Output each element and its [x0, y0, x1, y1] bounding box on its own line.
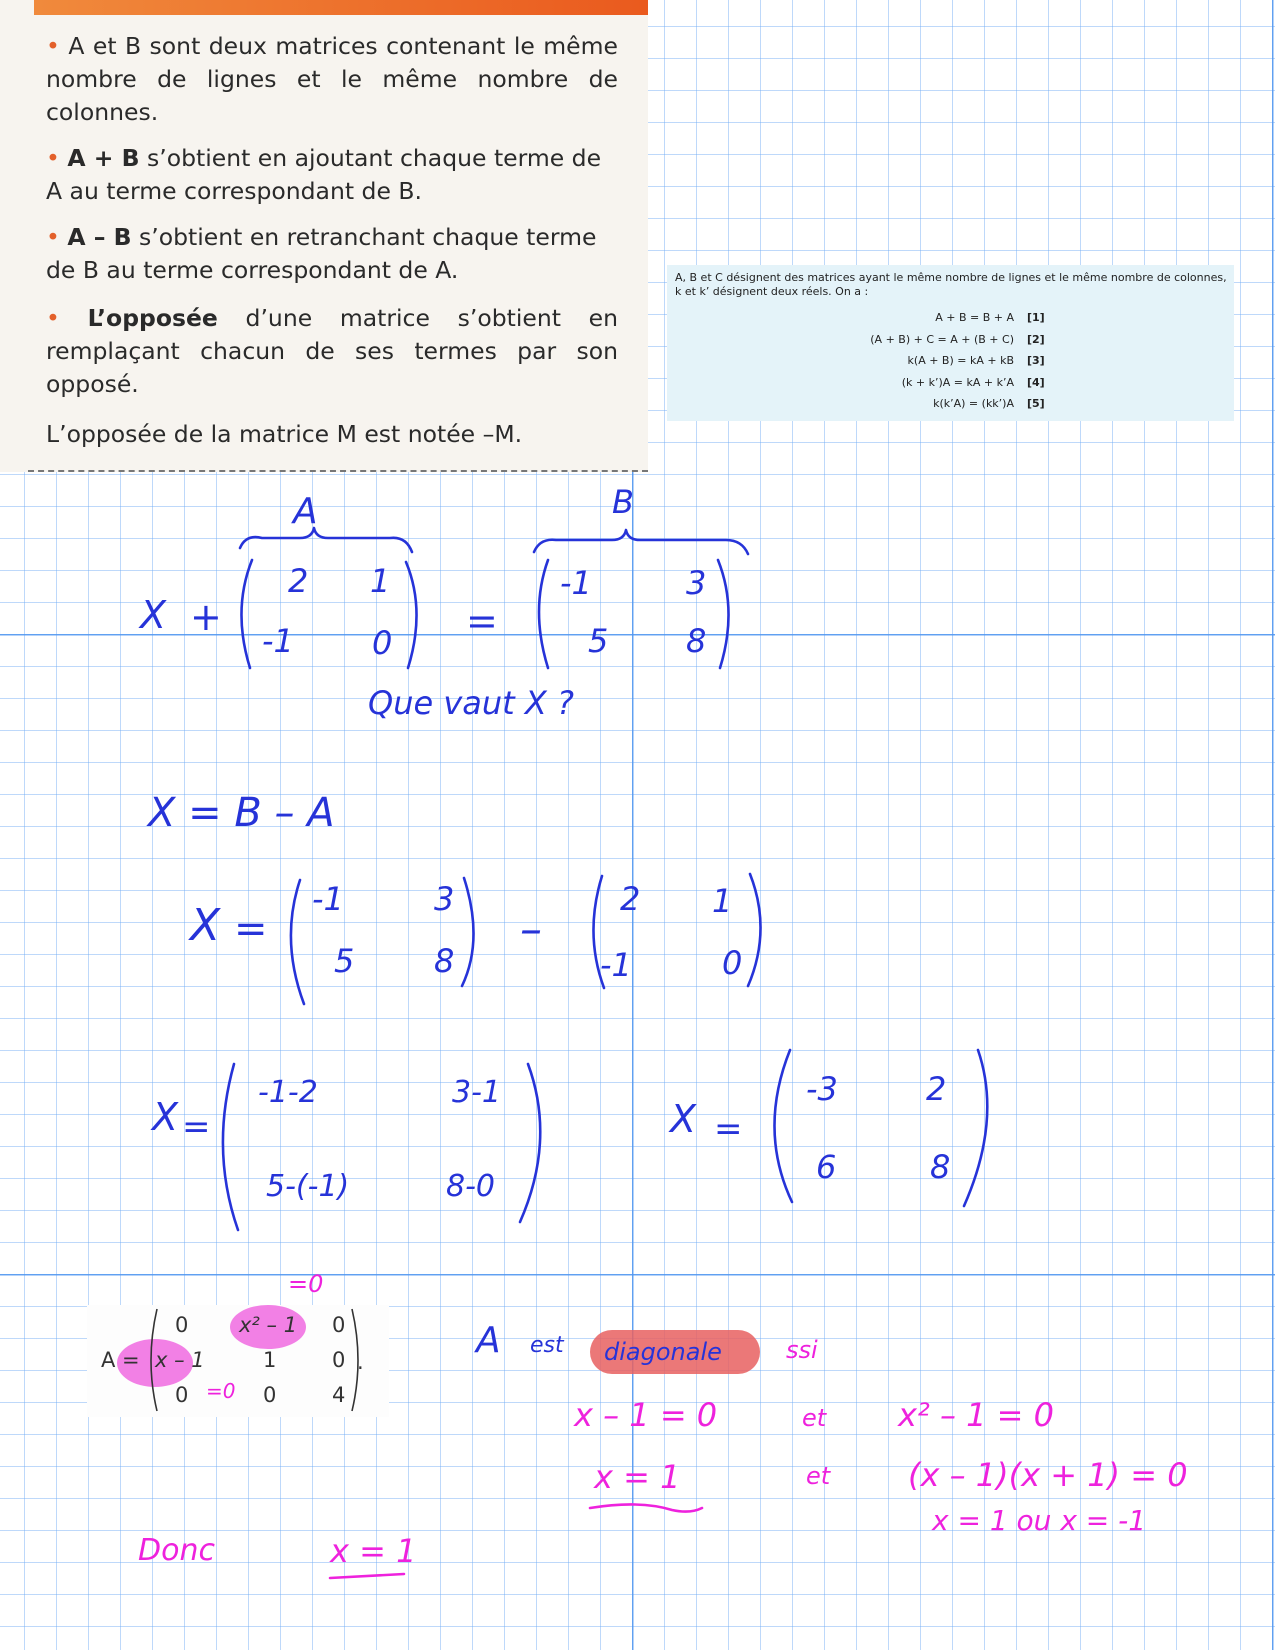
x-symbol-3: X [152, 1095, 179, 1139]
equals-sign-1: = [466, 599, 498, 643]
paren-B-right [718, 560, 729, 668]
cond-et-2: et [806, 1462, 831, 1490]
property-ref-4: [4] [1027, 376, 1045, 389]
B2-cell-1-1: -1 [312, 880, 344, 918]
A2-cell-1-1: 2 [620, 880, 641, 918]
x-symbol-1: X [140, 593, 167, 637]
paren-A-left [241, 560, 252, 668]
cond2: x² – 1 = 0 [898, 1396, 1054, 1434]
diff-cell-1-1: -1-2 [258, 1075, 318, 1110]
A-cell-1-1: 2 [288, 562, 309, 600]
paren-diff-left [223, 1064, 238, 1230]
property-formula-5: k(k’A) = (kk’)A [933, 397, 1014, 410]
exercise2-handwriting [138, 1270, 1188, 1578]
textbook-paragraph-3: • A – B s’obtient en retranchant chaque terme de B au terme correspondant de A. [46, 223, 597, 284]
statement-A: A [476, 1320, 501, 1361]
B-cell-1-2: 3 [686, 564, 707, 602]
textbook-p3-text: s’obtient en retranchant chaque terme de B au terme correspondant de A. [46, 223, 597, 284]
conclusion-label: Donc [138, 1533, 215, 1568]
sol1-underline [590, 1504, 702, 1511]
minus-sign: – [520, 904, 542, 955]
A-cell-2-2: 0 [372, 624, 393, 662]
cond1: x – 1 = 0 [574, 1396, 718, 1434]
B2-cell-2-1: 5 [334, 942, 355, 980]
paren-B2-left [291, 880, 304, 1004]
x-symbol-4: X [670, 1097, 697, 1141]
textbook-paragraph-4: • L’opposée d’une matrice s’obtient en remplaçant chacun de ses termes par son opposé. [46, 304, 618, 398]
A2-cell-2-2: 0 [722, 944, 743, 982]
equals-sign-3: = [182, 1107, 211, 1147]
exercise1-difference [150, 1064, 540, 1230]
property-formula-1: A + B = B + A [935, 311, 1014, 324]
B2-cell-1-2: 3 [434, 880, 455, 918]
sol3: x = 1 ou x = -1 [932, 1504, 1147, 1537]
paren-B-left [539, 560, 548, 668]
textbook-paragraph-2: • A + B s’obtient en ajoutant chaque terme de A au terme correspondant de B. [46, 144, 602, 205]
matrix-cell-3-2: 0 [263, 1383, 277, 1407]
step1: X = B – A [148, 790, 335, 836]
statement-est: est [530, 1333, 564, 1358]
equals-sign-4: = [714, 1109, 743, 1149]
conclusion-value: x = 1 [330, 1532, 417, 1570]
sol1: x = 1 [594, 1458, 681, 1496]
result-cell-1-2: 2 [926, 1070, 947, 1108]
property-formula-4: (k + k’)A = kA + k’A [901, 376, 1014, 389]
matrix-cell-1-1: 0 [175, 1313, 189, 1337]
matrix-cell-3-3: 4 [332, 1383, 346, 1407]
paren-A2-right [748, 874, 761, 986]
textbook-p4-text: d’une matrice s’obtient en remplaçant chacun de ses termes par son opposé. [46, 304, 618, 398]
A-cell-2-1: -1 [262, 622, 294, 660]
textbook-paragraph-1: • A et B sont deux matrices contenant le même nombre de lignes et le même nombre de colonnes. [46, 32, 618, 126]
paren-result-left [774, 1050, 792, 1202]
diff-cell-1-2: 3-1 [452, 1075, 501, 1110]
textbook-p2-bold: A + B [67, 144, 140, 172]
matrix-period: . [357, 1350, 364, 1374]
sol2: (x – 1)(x + 1) = 0 [908, 1456, 1188, 1494]
B2-cell-2-2: 8 [434, 942, 455, 980]
equals-sign-2: = [234, 906, 268, 952]
eq-zero-top: =0 [288, 1270, 324, 1298]
label-B: B [612, 483, 634, 521]
statement-diagonale: diagonale [604, 1338, 722, 1366]
paren-B2-right [462, 878, 474, 986]
exercise1-result [668, 1050, 987, 1206]
conclusion-underline [330, 1574, 404, 1578]
B-cell-2-1: 5 [588, 622, 609, 660]
label-A: A [293, 491, 318, 532]
property-ref-5: [5] [1027, 397, 1045, 410]
property-formula-3: k(A + B) = kA + kB [907, 354, 1014, 367]
cond-et-1: et [802, 1404, 827, 1432]
textbook-p1-text: A et B sont deux matrices contenant le même nombre de lignes et le même nombre de colonnes. [46, 32, 618, 126]
result-cell-2-2: 8 [930, 1148, 951, 1186]
property-ref-2: [2] [1027, 333, 1045, 346]
matrix-cell-3-1: 0 [175, 1383, 189, 1407]
matrix-label: A = [101, 1348, 140, 1372]
property-ref-1: [1] [1027, 311, 1045, 324]
matrix-cell-2-1: x – 1 [155, 1348, 205, 1372]
property-formula-2: (A + B) + C = A + (B + C) [870, 333, 1014, 346]
A2-cell-2-1: -1 [600, 946, 632, 984]
textbook-paragraph-5: L’opposée de la matrice M est notée –M. [46, 420, 523, 448]
textbook-p4-bold: L’opposée [87, 304, 218, 332]
plus-sign: + [190, 595, 222, 639]
exercise1-equation [138, 483, 748, 722]
diff-cell-2-1: 5-(-1) [266, 1169, 350, 1204]
exercise1-substitution [188, 874, 761, 1004]
x-symbol-2: X [190, 900, 221, 951]
textbook-p3-bold: A – B [67, 223, 132, 251]
A2-cell-1-2: 1 [712, 882, 733, 920]
matrix-cell-1-3: 0 [332, 1313, 346, 1337]
paren-diff-right [520, 1064, 540, 1222]
matrix-cell-2-2: 1 [263, 1348, 277, 1372]
paren-A-right [406, 562, 417, 668]
result-cell-1-1: -3 [806, 1070, 838, 1108]
matrix-cell-1-2: x² – 1 [239, 1313, 298, 1337]
paren-result-right [964, 1050, 987, 1206]
diff-cell-2-2: 8-0 [446, 1169, 495, 1204]
B-cell-2-2: 8 [686, 622, 707, 660]
matrix-cell-2-3: 0 [332, 1348, 346, 1372]
question: Que vaut X ? [368, 684, 574, 722]
property-ref-3: [3] [1027, 354, 1045, 367]
brace-A [240, 528, 412, 552]
B-cell-1-1: -1 [560, 564, 592, 602]
statement-ssi: ssi [786, 1336, 818, 1364]
eq-zero-bottom: =0 [206, 1379, 236, 1403]
properties-intro: A, B et C désignent des matrices ayant le même nombre de lignes et le même nombre de colonnes, k et k’ désignent deux réels. On a : [675, 271, 1227, 298]
A-cell-1-2: 1 [370, 562, 391, 600]
textbook-p2-text: s’obtient en ajoutant chaque terme de A au terme correspondant de B. [46, 144, 602, 205]
result-cell-2-1: 6 [816, 1148, 837, 1186]
brace-B [534, 530, 748, 554]
